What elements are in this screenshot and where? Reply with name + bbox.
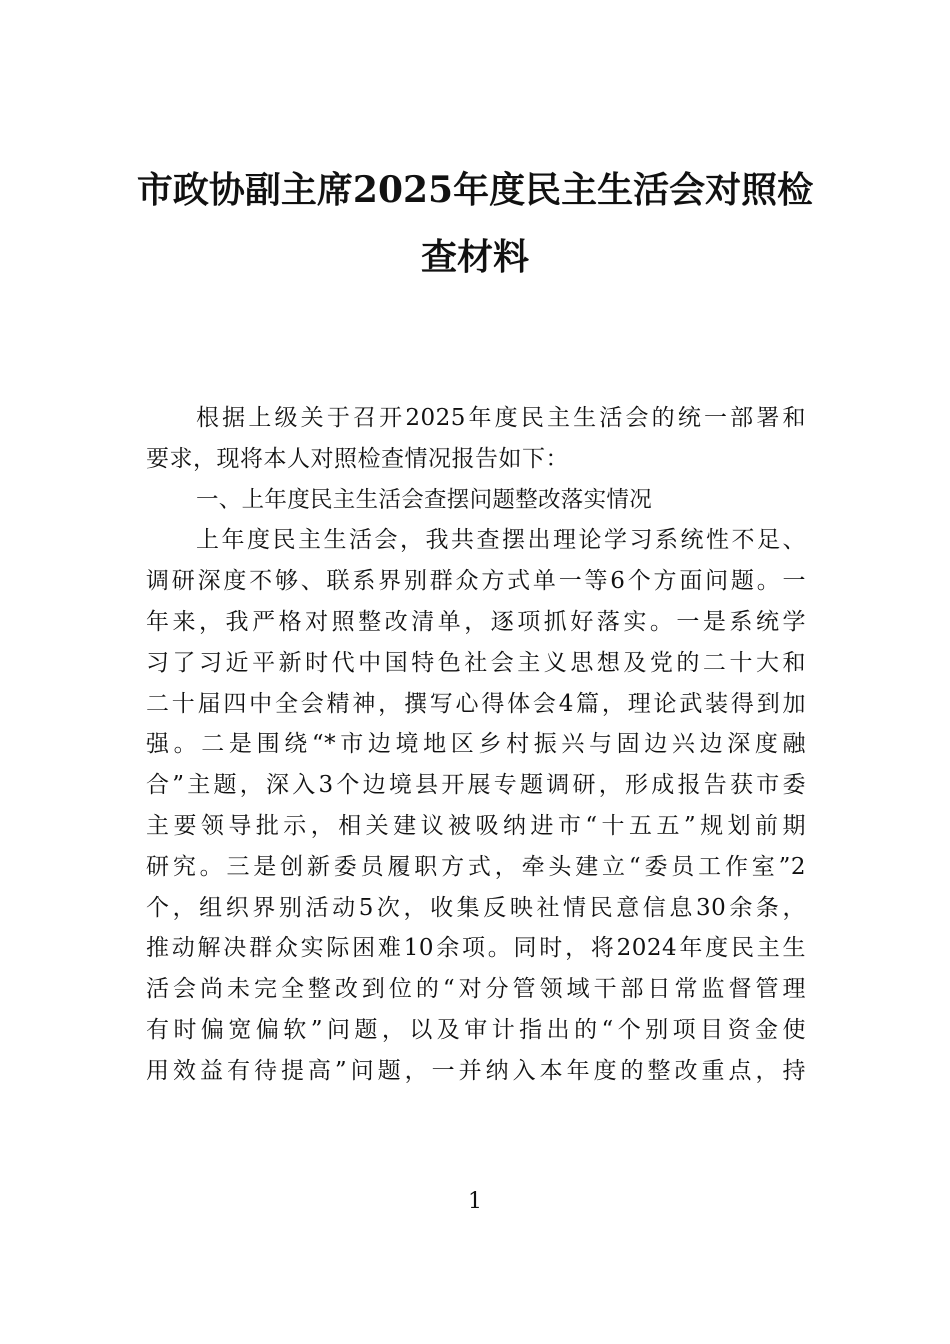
intro-line-1: 根据上级关于召开2025年度民主生活会的统一部署和	[196, 405, 806, 431]
paragraph-line: 推动解决群众实际困难10余项。同时，将2024年度民主生	[146, 935, 806, 962]
paragraph-line: 二十届四中全会精神，撰写心得体会4篇，理论武装得到加	[146, 690, 806, 717]
section-heading: 一、上年度民主生活会查摆问题整改落实情况	[196, 486, 653, 513]
paragraph-line: 有时偏宽偏软”问题，以及审计指出的“个别项目资金使	[146, 1016, 806, 1043]
paragraph-line: 活会尚未完全整改到位的“对分管领域干部日常监督管理	[146, 976, 806, 1003]
title-line-1: 市政协副主席2025年度民主生活会对照检	[136, 169, 814, 211]
paragraph-line: 强。二是围绕“*市边境地区乡村振兴与固边兴边深度融	[146, 731, 806, 758]
document-title	[130, 168, 820, 280]
paragraph-line: 调研深度不够、联系界别群众方式单一等6个方面问题。一	[146, 568, 806, 595]
paragraph-line: 研究。三是创新委员履职方式，牵头建立“委员工作室”2	[146, 853, 806, 880]
paragraph-line: 上年度民主生活会，我共查摆出理论学习系统性不足、	[196, 527, 806, 554]
paragraph-line: 个，组织界别活动5次，收集反映社情民意信息30余条，	[146, 894, 806, 921]
page-number: 1	[468, 1189, 482, 1214]
title-line-2: 查材料	[420, 236, 529, 278]
paragraph-line: 合”主题，深入3个边境县开展专题调研，形成报告获市委	[146, 772, 806, 799]
document-body	[146, 398, 806, 1092]
paragraph-line: 年来，我严格对照整改清单，逐项抓好落实。一是系统学	[146, 608, 806, 635]
paragraph-line: 主要领导批示，相关建议被吸纳进市“十五五”规划前期	[146, 812, 806, 839]
paragraph-line: 用效益有待提高”问题，一并纳入本年度的整改重点，持	[146, 1057, 806, 1084]
paragraph-line: 习了习近平新时代中国特色社会主义思想及党的二十大和	[146, 649, 806, 676]
intro-line-2: 要求，现将本人对照检查情况报告如下：	[146, 445, 569, 472]
